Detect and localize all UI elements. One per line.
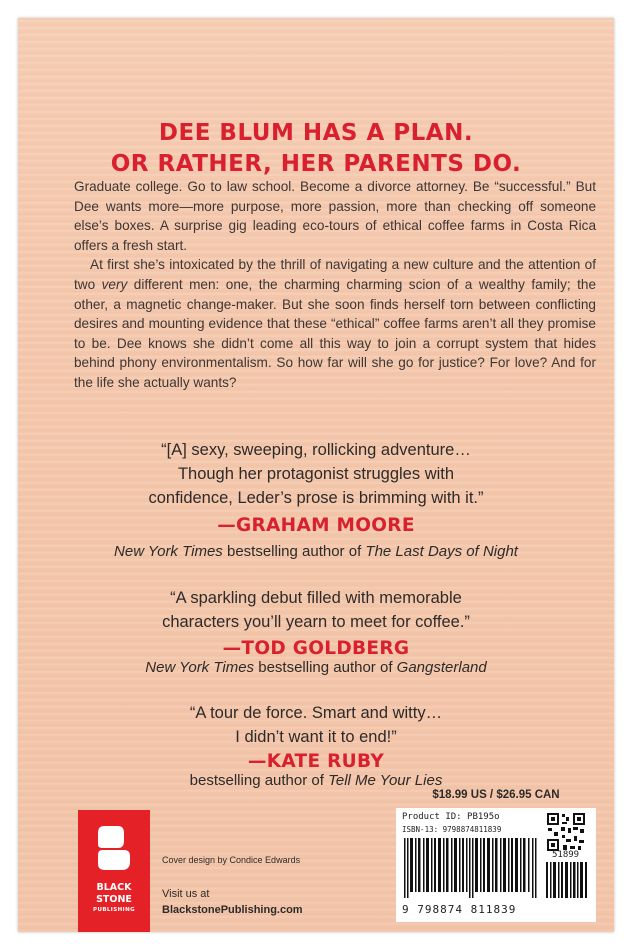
review-author-3: —KATE RUBY <box>247 751 385 772</box>
review-quote-2-line-2: characters you’ll yearn to meet for coffee.” <box>162 613 470 631</box>
book-back-cover <box>18 18 614 932</box>
review-quote-2-line-1: “A sparkling debut filled with memorable <box>170 589 462 607</box>
description-p2-end: different men: one, the charming charming scion of a wealthy family; the other, a magnetic change-maker. But she soon finds herself torn between conflicting desires and mounting evidence that these “ethical” coffee farms aren’t all they promise to be. Dee knows she didn’t come all this way to join a corrupt system that hides behind phony environmentalism. So how far will she go for justice? For love? And for the life she actually wants? <box>74 276 596 390</box>
addon-barcode-icon <box>546 862 588 898</box>
qr-code-icon <box>546 812 586 852</box>
price-label: $18.99 US / $26.95 CAN <box>432 789 560 801</box>
blackstone-logo-icon <box>96 824 132 872</box>
product-id: Product ID: PB195o <box>402 812 500 822</box>
description-paragraph-2 <box>74 255 596 392</box>
description-p2-start: At first she’s intoxicated by the thrill of navigating a new culture and the attention of two <box>74 257 596 292</box>
barcode-label <box>396 808 596 922</box>
isbn-number: ISBN-13: 9798874811839 <box>402 825 502 834</box>
review-quote-3-line-2: I didn’t want it to end!” <box>235 728 397 746</box>
description-p2-emphasis: very <box>101 276 128 292</box>
cover-design-credit: Cover design by Condice Edwards <box>162 855 301 865</box>
review-author-2: —TOD GOLDBERG <box>222 638 410 659</box>
description <box>74 177 596 393</box>
credit-1-publication: New York Times <box>114 543 223 560</box>
review-credit-2 <box>18 659 614 676</box>
description-paragraph-1: Graduate college. Go to law school. Become a divorce attorney. Be “successful.” But Dee wants more—more purpose, more passion, more than checking off someone else’s boxes. A surprise gig leading eco-tours of ethical coffee farms in Costa Rica offers a fresh start. <box>74 179 596 253</box>
credit-2-text: bestselling author of <box>254 659 397 676</box>
credit-1-text: bestselling author of <box>222 543 366 560</box>
review-quote-1-line-3: confidence, Leder’s prose is brimming with it.” <box>148 489 484 507</box>
logo-line-1: BLACK <box>96 882 132 893</box>
review-quote-2 <box>18 586 614 634</box>
headline-line-1: DEE BLUM HAS A PLAN. <box>158 120 474 146</box>
review-quote-3-line-1: “A tour de force. Smart and witty… <box>189 704 443 722</box>
visit-label: Visit us at <box>162 888 210 900</box>
review-credit-3 <box>18 772 614 789</box>
review-quote-1-line-2: Though her protagonist struggles with <box>177 465 455 483</box>
credit-3-text: bestselling author of <box>189 772 329 789</box>
publisher-website-link: BlackstonePublishing.com <box>162 904 303 916</box>
review-credit-1 <box>18 543 614 560</box>
logo-line-2: STONE <box>96 894 132 905</box>
review-quote-1-line-1: “[A] sexy, sweeping, rollicking adventure… <box>161 441 471 459</box>
addon-number: 51899 <box>552 850 580 860</box>
credit-3-book-title: Tell Me Your Lies <box>328 772 443 789</box>
review-quote-1 <box>18 438 614 510</box>
review-quote-3 <box>18 701 614 749</box>
credit-2-book-title: Gangsterland <box>396 659 487 676</box>
review-author-1: —GRAHAM MOORE <box>217 515 415 536</box>
logo-line-3: PUBLISHING <box>93 907 135 913</box>
credit-1-book-title: The Last Days of Night <box>365 543 518 560</box>
headline-line-2: OR RATHER, HER PARENTS DO. <box>110 151 522 177</box>
barcode-digits: 9 798874 811839 <box>402 903 517 916</box>
credit-2-publication: New York Times <box>145 659 255 676</box>
publisher-logo <box>78 810 150 932</box>
isbn-barcode-icon <box>404 838 540 898</box>
